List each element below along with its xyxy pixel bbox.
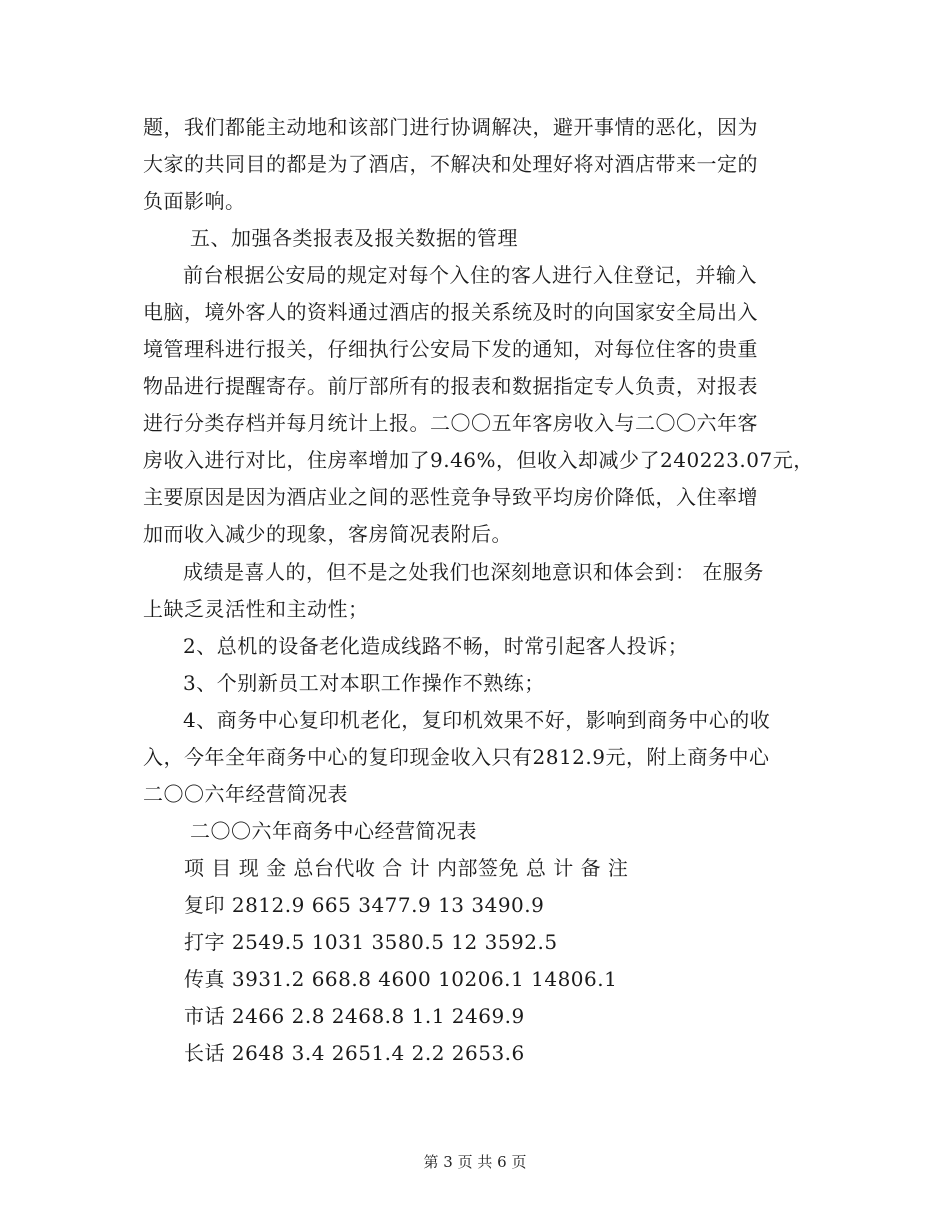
list-item: 3、个别新员工对本职工作操作不熟练； bbox=[183, 671, 545, 695]
body-text-line: 电脑，境外客人的资料通过酒店的报关系统及时的向国家安全局出入 bbox=[143, 300, 758, 324]
body-text-line: 主要原因是因为酒店业之间的恶性竞争导致平均房价降低，入住率增 bbox=[143, 485, 758, 509]
body-text-line: 题，我们都能主动地和该部门进行协调解决，避开事情的恶化，因为 bbox=[143, 115, 758, 139]
body-text-line: 成绩是喜人的，但不是之处我们也深刻地意识和体会到： 在服务 bbox=[183, 560, 764, 584]
page-footer: 第 3 页 共 6 页 bbox=[423, 1153, 527, 1171]
body-text-line: 境管理科进行报关，仔细执行公安局下发的通知，对每位住客的贵重 bbox=[143, 337, 758, 361]
body-text-line: 前台根据公安局的规定对每个入住的客人进行入住登记，并输入 bbox=[183, 263, 757, 287]
table-row: 传真 3931.2 668.8 4600 10206.1 14806.1 bbox=[184, 967, 618, 991]
body-text-line: 加而收入减少的现象，客房简况表附后。 bbox=[143, 522, 512, 546]
list-item: 2、总机的设备老化造成线路不畅，时常引起客人投诉； bbox=[183, 634, 689, 658]
list-item: 4、商务中心复印机老化，复印机效果不好，影响到商务中心的收 bbox=[183, 708, 771, 732]
table-title: 二〇〇六年商务中心经营简况表 bbox=[190, 819, 477, 843]
table-row: 长话 2648 3.4 2651.4 2.2 2653.6 bbox=[184, 1041, 525, 1065]
body-text-line: 房收入进行对比，住房率增加了9.46%，但收入却减少了240223.07元， bbox=[143, 448, 814, 472]
body-text-line: 大家的共同目的都是为了酒店，不解决和处理好将对酒店带来一定的 bbox=[143, 152, 758, 176]
body-text-line: 进行分类存档并每月统计上报。二〇〇五年客房收入与二〇〇六年客 bbox=[143, 411, 758, 435]
table-header: 项 目 现 金 总台代收 合 计 内部签免 总 计 备 注 bbox=[184, 856, 629, 880]
body-text-line: 入，今年全年商务中心的复印现金收入只有2812.9元，附上商务中心 bbox=[143, 745, 770, 769]
body-text-line: 上缺乏灵活性和主动性； bbox=[143, 597, 369, 621]
table-row: 市话 2466 2.8 2468.8 1.1 2469.9 bbox=[184, 1004, 525, 1028]
table-row: 复印 2812.9 665 3477.9 13 3490.9 bbox=[184, 893, 545, 917]
body-text-line: 物品进行提醒寄存。前厅部所有的报表和数据指定专人负责，对报表 bbox=[143, 374, 758, 398]
body-text-line: 二〇〇六年经营简况表 bbox=[143, 782, 348, 806]
table-row: 打字 2549.5 1031 3580.5 12 3592.5 bbox=[184, 930, 558, 954]
section-heading: 五、加强各类报表及报关数据的管理 bbox=[190, 226, 518, 250]
body-text-line: 负面影响。 bbox=[143, 189, 246, 213]
